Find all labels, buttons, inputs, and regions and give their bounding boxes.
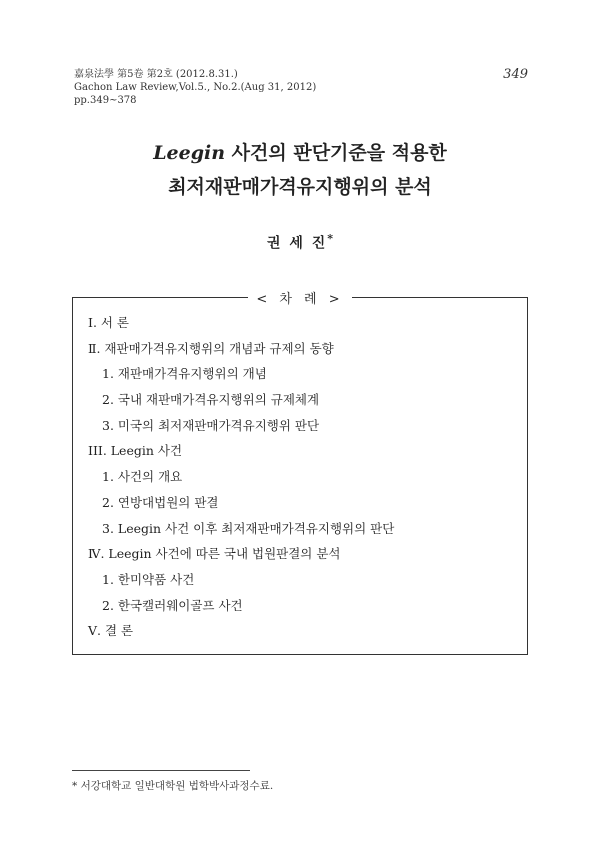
journal-line-1: 嘉泉法學 第5卷 第2호 (2012.8.31.) (74, 69, 238, 80)
journal-line-3: pp.349~378 (74, 95, 137, 106)
page-number: 349 (503, 67, 528, 82)
toc-item: Ⅱ. 재판매가격유지행위의 개념과 규제의 동향 (88, 340, 334, 356)
footnote-divider (72, 770, 250, 771)
journal-line-2: Gachon Law Review,Vol.5., No.2.(Aug 31, 2012) (74, 82, 317, 93)
toc-item: 2. 한국캘러웨이골프 사건 (102, 597, 243, 613)
toc-item: Ⅳ. Leegin 사건에 따른 국내 법원판결의 분석 (88, 546, 341, 562)
footnote: * 서강대학교 일반대학원 법학박사과정수료. (72, 780, 274, 792)
toc-item: 2. 국내 재판매가격유지행위의 규제체계 (102, 392, 320, 408)
toc-list (88, 310, 394, 644)
journal-info (74, 68, 316, 107)
author (0, 232, 600, 253)
toc-item: 2. 연방대법원의 판결 (102, 494, 219, 510)
toc-item: Ⅴ. 결 론 (88, 623, 134, 639)
toc-item: 3. 미국의 최저재판매가격유지행위 판단 (102, 417, 320, 433)
toc-item: I. 서 론 (88, 315, 130, 330)
toc-item: 3. Leegin 사건 이후 최저재판매가격유지행위의 판단 (102, 520, 395, 536)
toc-item: 1. 재판매가격유지행위의 개념 (102, 366, 267, 382)
toc-heading (0, 288, 600, 307)
toc-item: III. Leegin 사건 (88, 443, 183, 459)
toc-item: 1. 사건의 개요 (102, 469, 183, 485)
author-footnote-marker: * (327, 232, 334, 245)
author-name: 권 세 진 (266, 235, 328, 252)
title-line-1 (0, 138, 600, 165)
toc-item: 1. 한미약품 사건 (102, 571, 195, 587)
title-line-2: 최저재판매가격유지행위의 분석 (168, 176, 432, 198)
title-line-1-rest: 사건의 판단기준을 적용한 (225, 142, 447, 164)
toc-heading-label: < 차 례 > (248, 292, 351, 307)
title-latin: Leegin (153, 142, 226, 164)
